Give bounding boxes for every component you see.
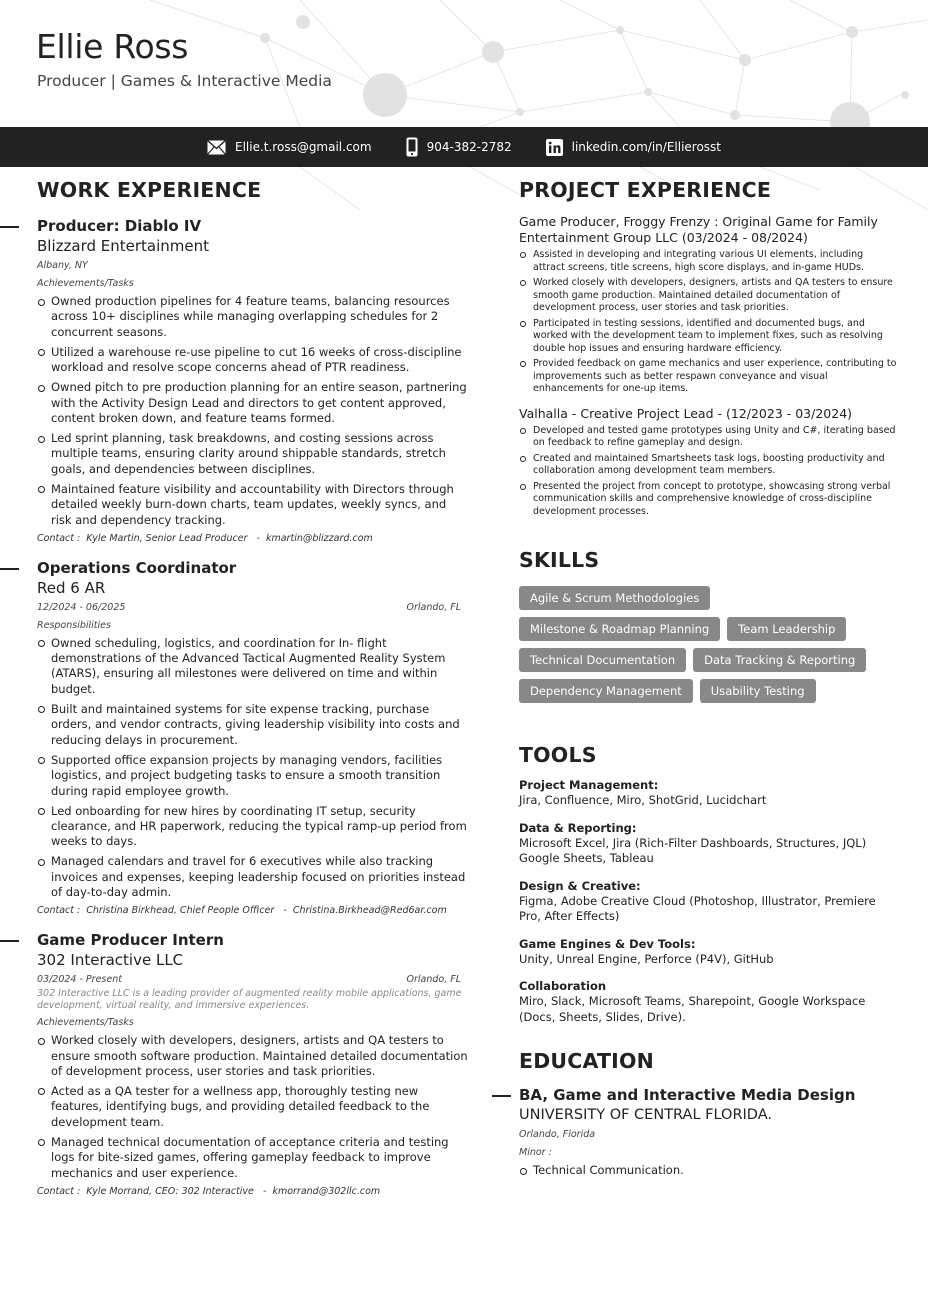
contact-linkedin[interactable] — [546, 139, 721, 156]
tool-group — [519, 936, 897, 968]
project-experience-heading: PROJECT EXPERIENCE — [519, 178, 772, 202]
reference-email[interactable]: kmartin@blizzard.com — [265, 532, 373, 544]
job-meta — [37, 973, 469, 987]
job-reference — [37, 905, 469, 916]
education-school: UNIVERSITY OF CENTRAL FLORIDA. — [519, 1107, 772, 1123]
job-dates: 03/2024 - Present — [37, 974, 122, 986]
tool-group — [519, 820, 897, 867]
job-entry — [37, 216, 469, 544]
job-company: Red 6 AR — [37, 578, 106, 597]
skill-tag: Team Leadership — [727, 617, 846, 641]
skill-tag: Data Tracking & Reporting — [693, 648, 866, 672]
skills-tags — [519, 586, 879, 703]
job-subheading: Achievements/Tasks — [37, 1017, 134, 1029]
job-bullet: Owned pitch to pre production planning for an entire season, partnering with the Activity Design Lead and directors to get content approved, content broken down, and feature teams formed. — [37, 380, 469, 426]
tools-heading: TOOLS — [519, 743, 597, 767]
job-bullets — [37, 1033, 469, 1181]
project-bullet: Developed and tested game prototypes using Unity and C#, iterating based on feedback to refine gameplay and design. — [519, 425, 897, 450]
right-column — [519, 178, 897, 1183]
skill-tag: Technical Documentation — [519, 648, 686, 672]
job-bullet: Managed technical documentation of acceptance criteria and testing logs for bite-sized games, offering gameplay feedback to improve mechanics and user experience. — [37, 1135, 469, 1181]
work-experience-heading: WORK EXPERIENCE — [37, 178, 262, 202]
education-bullets — [519, 1163, 897, 1178]
reference-separator: - — [283, 905, 287, 917]
project-bullet: Assisted in developing and integrating various UI elements, including attract screens, title screens, high score displays, and in-game HUDs. — [519, 249, 897, 274]
job-title: Game Producer Intern — [37, 931, 224, 950]
project-bullet: Worked closely with developers, designers, artists and QA testers to ensure smooth game production. Maintained detailed documentation of development process, user stories and task priorities. — [519, 277, 897, 315]
education-degree: BA, Game and Interactive Media Design — [519, 1086, 856, 1104]
job-bullets — [37, 294, 469, 528]
education-bullet: Technical Communication. — [519, 1163, 897, 1178]
candidate-headline: Producer | Games & Interactive Media — [37, 72, 332, 90]
education-location: Orlando, Florida — [519, 1129, 596, 1140]
job-company: Blizzard Entertainment — [37, 237, 209, 255]
job-subheading: Achievements/Tasks — [37, 278, 134, 289]
job-entry — [37, 558, 469, 916]
job-bullet: Owned production pipelines for 4 feature teams, balancing resources across 10+ disciplines while managing overlapping schedules for 2 concurrent seasons. — [37, 294, 469, 340]
company-description: 302 Interactive LLC is a leading provider of augmented reality mobile applications, game development, virtual reality, and immersive experiences. — [37, 988, 462, 1012]
project-title: Game Producer, Froggy Frenzy : Original Game for Family Entertainment Group LLC (03/2024 - 08/2024) — [519, 214, 878, 245]
job-location: Albany, NY — [37, 260, 88, 271]
education-marker — [492, 1095, 511, 1097]
project-entry — [519, 214, 897, 396]
skill-tag: Agile & Scrum Methodologies — [519, 586, 710, 610]
skill-tag: Milestone & Roadmap Planning — [519, 617, 720, 641]
job-location: Orlando, FL — [406, 974, 461, 986]
job-reference — [37, 1186, 469, 1197]
tool-group-value: Jira, Confluence, Miro, ShotGrid, Lucidchart — [519, 793, 767, 807]
phone-text[interactable]: 904-382-2782 — [426, 140, 512, 154]
tool-group-label: Collaboration — [519, 979, 607, 993]
envelope-icon — [207, 140, 226, 155]
job-location: Orlando, FL — [406, 601, 461, 613]
job-bullet: Managed calendars and travel for 6 executives while also tracking invoices and expenses, keeping leadership focused on priorities instead of day-to-day admin. — [37, 854, 469, 900]
left-column — [37, 178, 469, 1197]
tool-group-label: Design & Creative: — [519, 878, 641, 893]
reference-email[interactable]: kmorrand@302llc.com — [272, 1185, 381, 1197]
job-bullet: Worked closely with developers, designers, artists and QA testers to ensure smooth software production. Maintained detailed documentation of development process, user stories and task priorities. — [37, 1033, 469, 1079]
linkedin-text[interactable]: linkedin.com/in/Ellierosst — [571, 140, 721, 154]
project-bullet: Created and maintained Smartsheets task logs, boosting productivity and collaboration among development team members. — [519, 453, 897, 478]
reference-email[interactable]: Christina.Birkhead@Red6ar.com — [292, 905, 447, 917]
tool-group-value: Figma, Adobe Creative Cloud (Photoshop, Illustrator, Premiere Pro, After Effects) — [519, 893, 876, 923]
tool-group — [519, 878, 897, 925]
reference-label: Contact : — [37, 905, 81, 917]
tool-group-label: Data & Reporting: — [519, 820, 637, 835]
job-bullets — [37, 636, 469, 901]
job-title: Producer: Diablo IV — [37, 217, 202, 235]
reference-name: Kyle Morrand, CEO: 302 Interactive — [86, 1185, 254, 1197]
project-bullets — [519, 249, 897, 396]
resume-header — [0, 0, 928, 127]
job-bullet: Utilized a warehouse re-use pipeline to cut 16 weeks of cross-discipline workload and resolve scope concerns ahead of PTR readiness. — [37, 345, 469, 376]
job-marker — [0, 940, 19, 942]
job-company: 302 Interactive LLC — [37, 951, 184, 970]
reference-separator: - — [262, 1185, 267, 1197]
project-bullet: Provided feedback on game mechanics and user experience, contributing to improvements such as better respawn conveyance and visual enhancements for one-up items. — [519, 358, 897, 396]
project-bullet: Presented the project from concept to prototype, showcasing strong verbal communication skills and comprehensive knowledge of cross-discipline development processes. — [519, 481, 897, 519]
reference-name: Christina Birkhead, Chief People Officer — [86, 905, 275, 917]
contact-email[interactable] — [207, 140, 372, 155]
tool-group-value: Miro, Slack, Microsoft Teams, Sharepoint, Google Workspace (Docs, Sheets, Slides, Drive). — [519, 994, 866, 1024]
contact-phone[interactable] — [406, 137, 512, 157]
project-bullets — [519, 425, 897, 519]
tool-group-value: Microsoft Excel, Jira (Rich-Filter Dashboards, Structures, JQL) Google Sheets, Tableau — [519, 835, 867, 865]
skill-tag: Dependency Management — [519, 679, 693, 703]
email-text[interactable]: Ellie.t.ross@gmail.com — [235, 140, 372, 154]
contact-bar — [0, 127, 928, 167]
education-subheading: Minor : — [519, 1147, 552, 1158]
job-bullet: Led sprint planning, task breakdowns, and costing sessions across multiple teams, ensuring clarity around shippable standards, stretch goals, and dependencies between disciplines. — [37, 431, 469, 477]
tool-group — [519, 777, 897, 809]
job-subheading: Responsibilities — [37, 619, 111, 631]
job-bullet: Acted as a QA tester for a wellness app, thoroughly testing new features, identifying bugs, and providing detailed feedback to the development team. — [37, 1084, 469, 1130]
education-heading: EDUCATION — [519, 1049, 654, 1073]
linkedin-icon — [546, 139, 563, 156]
job-marker — [0, 568, 19, 570]
job-dates: 12/2024 - 06/2025 — [37, 601, 126, 613]
reference-name: Kyle Martin, Senior Lead Producer — [86, 532, 248, 544]
reference-label: Contact : — [37, 1185, 81, 1197]
tool-group-label: Project Management: — [519, 778, 659, 792]
skill-tag: Usability Testing — [700, 679, 816, 703]
tool-group-label: Game Engines & Dev Tools: — [519, 936, 696, 951]
project-entry — [519, 406, 897, 519]
job-entry — [37, 930, 469, 1196]
mobile-phone-icon — [406, 137, 418, 157]
job-bullet: Built and maintained systems for site expense tracking, purchase orders, and vendor contracts, giving leadership visibility into costs and reducing delays in procurement. — [37, 702, 469, 748]
project-bullet: Participated in testing sessions, identified and documented bugs, and worked with the development team to implement fixes, such as resolving double hop issues and ensuring hardware efficiency. — [519, 318, 897, 356]
tools-list — [519, 777, 897, 1025]
job-bullet: Maintained feature visibility and accountability with Directors through detailed weekly burn-down charts, team updates, weekly syncs, and risk and dependency tracking. — [37, 482, 469, 528]
job-bullet: Supported office expansion projects by managing vendors, facilities logistics, and project budgeting tasks to ensure a smooth transition during rapid employee growth. — [37, 753, 469, 799]
tool-group-value: Unity, Unreal Engine, Perforce (P4V), GitHub — [519, 951, 774, 966]
job-reference — [37, 533, 469, 544]
candidate-name: Ellie Ross — [36, 27, 189, 66]
job-marker — [0, 226, 19, 228]
reference-label: Contact : — [37, 532, 81, 544]
project-title: Valhalla - Creative Project Lead - (12/2023 - 03/2024) — [519, 405, 853, 421]
job-bullet: Led onboarding for new hires by coordinating IT setup, security clearance, and HR paperwork, reducing the typical ramp-up period from weeks to days. — [37, 804, 469, 850]
reference-separator: - — [256, 532, 260, 544]
tool-group — [519, 978, 897, 1025]
job-meta — [37, 601, 469, 615]
skills-heading: SKILLS — [519, 548, 600, 572]
job-title: Operations Coordinator — [37, 558, 237, 577]
education-entry — [519, 1085, 897, 1178]
job-bullet: Owned scheduling, logistics, and coordination for In- flight demonstrations of the Advanced Tactical Augmented Reality System (ATARS), ensuring all milestones were delivered on time and within budget. — [37, 636, 469, 698]
